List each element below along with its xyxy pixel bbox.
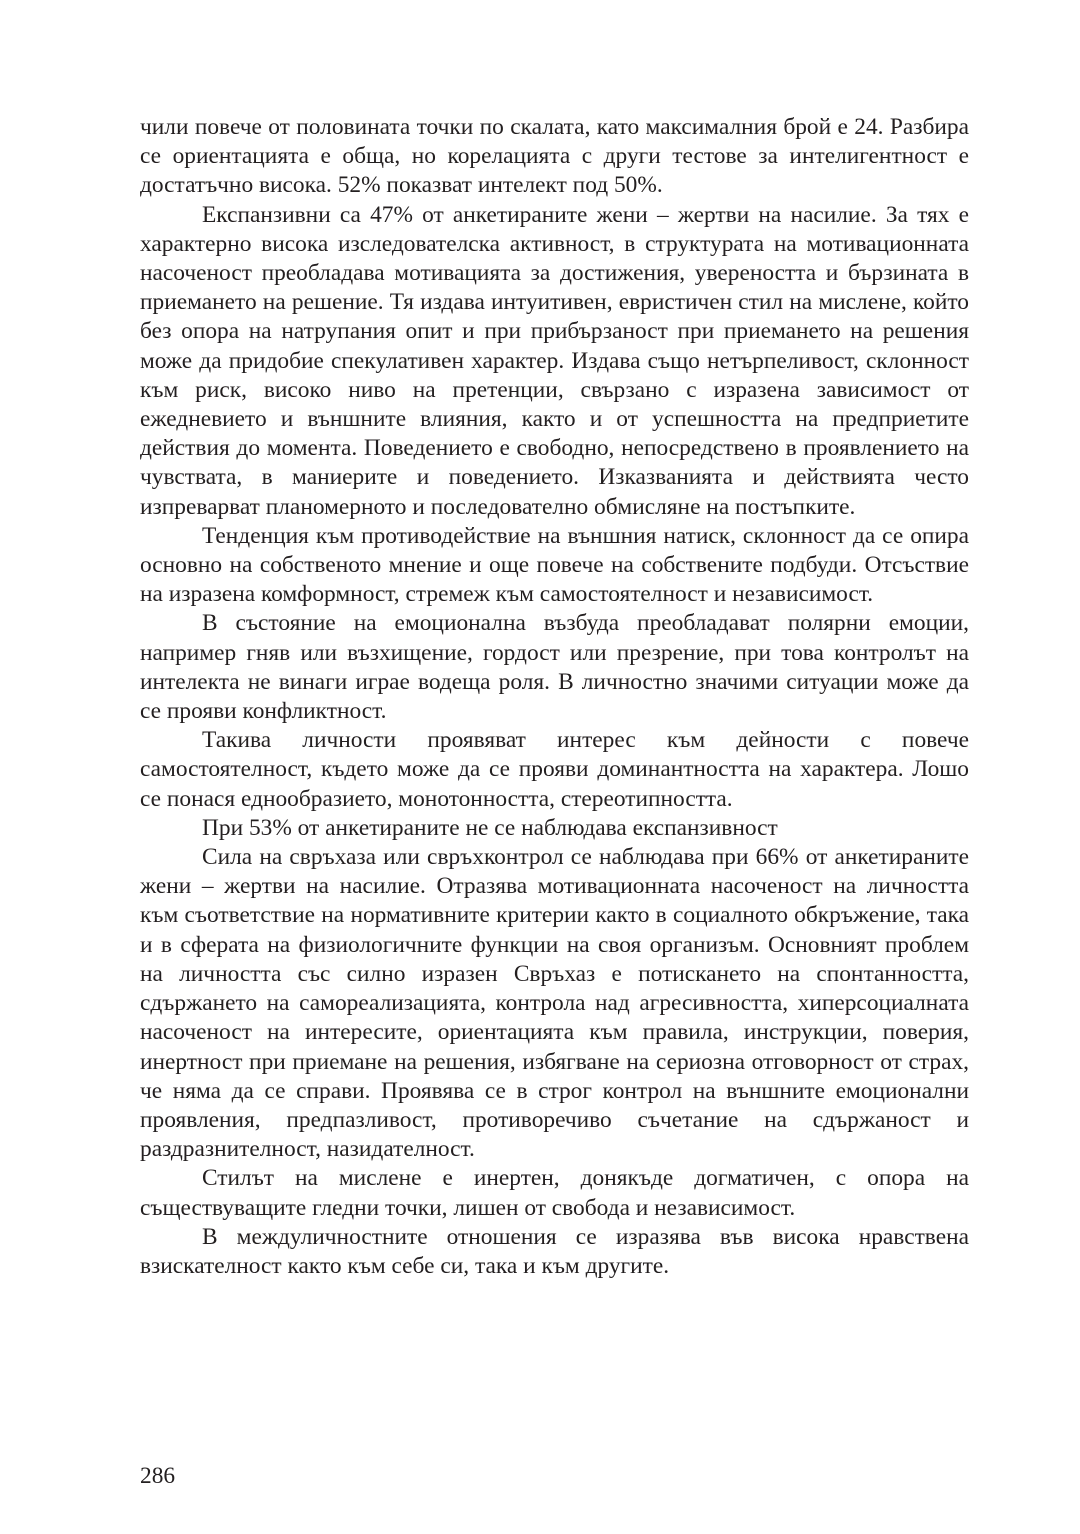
paragraph-expansive: Експанзивни са 47% от анкетираните жени – жертви на насилие. За тях е характерно висока изследователска активност, в структурата на мотивационната насоченост преобладава мотивацията за достижения, увереността и бързината в приемането на решение. Тя издава интуитивен, евристичен стил на мислене, който без опора на натрупания опит и при прибързаност при приемането на решения може да придобие спекулативен характер. Издава също нетърпеливост, склонност към риск, високо ниво на претенции, свързано с изразена зависимост от ежедневието и външните влияния, както и от успешността на предприетите действия до момента. Поведението е свободно, непосредствено в проявлението на чувствата, в маниерите и поведението. Изказванията и действията често изпреварват планомерното и последователно обмисляне на постъпките. <box>140 201 969 520</box>
paragraph-thinking-style: Стилът на мислене е инертен, донякъде догматичен, с опора на съществуващите гледни точки, лишен от свобода и независимост. <box>140 1165 969 1221</box>
paragraph-non-expansive: При 53% от анкетираните не се наблюдава експанзивност <box>202 814 778 841</box>
paragraph-interpersonal: В междуличностните отношения се изразява във висока нравствена взискателност както към себе си, така и към другите. <box>140 1223 969 1279</box>
paragraph-personality-interest: Такива личности проявяват интерес към дейности с повече самостоятелност, където може да се прояви доминантността на характера. Лошо се понася еднообразието, монотонността, стереотипността. <box>140 727 969 812</box>
paragraph-emotional-arousal: В състояние на емоционална възбуда преобладават полярни емоции, например гняв или възхищение, гордост или презрение, при това контролът на интелекта не винаги играе водеща роля. В личностно значими ситуации може да се прояви конфликтност. <box>140 610 969 725</box>
page-body <box>140 113 969 1281</box>
page-number: 286 <box>140 1463 176 1489</box>
paragraph-superego: Сила на свръхаза или свръхконтрол се наблюдава при 66% от анкетираните жени – жертви на насилие. Отразява мотивационната насоченост на личността към съответствие на нормативните критерии както в социалното обкръжение, така и в сферата на физиологичните функции на своя организъм. Основният проблем на личността със силно изразен Свръхаз е потискането на спонтанността, сдържането на самореализацията, контрола над агресивността, хиперсоциалната насоченост на интересите, ориентацията към правила, инструкции, поверия, инертност при приемане на решения, избягване на сериозна отговорност от страх, че няма да се справи. Проявява се в строг контрол на външните емоционални проявления, предпазливост, противоречиво съчетание на сдържаност и раздразнителност, назидателност. <box>140 844 969 1163</box>
paragraph-counteraction: Тенденция към противодействие на външния натиск, склонност да се опира основно на собственото мнение и още повече на собствените подбуди. Отсъствие на изразена комформност, стремеж към самостоятелност и независимост. <box>140 522 969 608</box>
paragraph-continuation: чили повече от половината точки по скалата, като максималния брой е 24. Разбира се ориентацията е обща, но корелацията с други тестове за интелигентност е достатъчно висока. 52% показват интелект под 50%. <box>140 114 969 199</box>
